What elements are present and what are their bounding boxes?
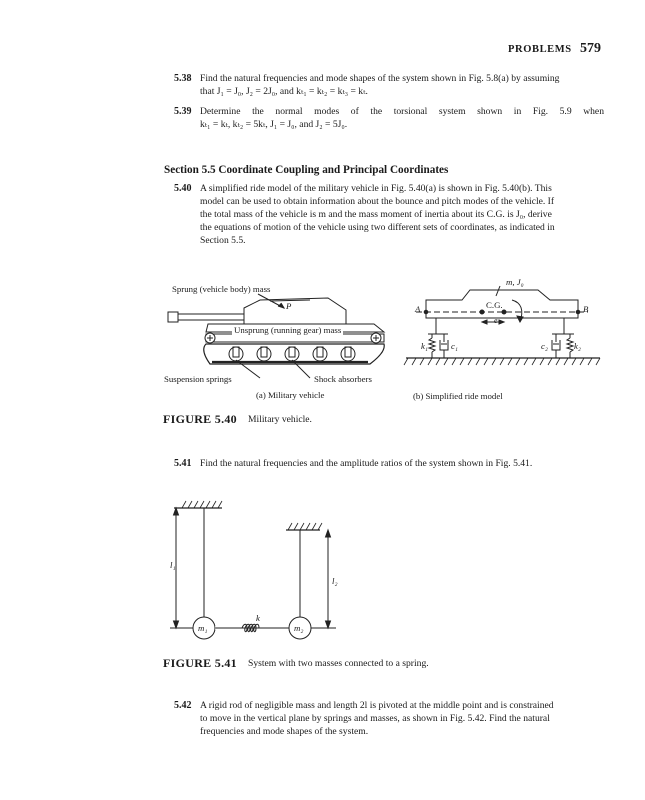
mass-m1-label: m₁ [198,623,208,633]
figure-5-41-diagram [160,494,360,644]
figure-5-41-caption: System with two masses connected to a spring. [248,658,429,669]
subfigure-a-caption: (a) Military vehicle [256,390,325,400]
problem-number-5-41: 5.41 [174,458,192,469]
suspension-springs-label: Suspension springs [164,374,232,384]
length-l1-label: l₁ [170,560,176,570]
problem-5-39-line-2: kₜ₁ = kₜ, kₜ₂ = 5kₜ, J₁ = J₀, and J₂ = 5J₀. [200,119,348,130]
unsprung-mass-label: Unsprung (running gear) mass [234,325,342,335]
problem-5-39-line-1: Determine the normal modes of the torsional system shown in Fig. 5.9 when [200,106,604,117]
problem-5-42-line-1: A rigid rod of negligible mass and length 2l is pivoted at the middle point and is constrained [200,700,554,711]
cg-label: C.G. [486,300,503,310]
problem-number-5-40: 5.40 [174,183,192,194]
problem-5-40-line-2: model can be used to obtain information about the bounce and pitch modes of the vehicle. If [200,196,555,207]
mass-m2-label: m₂ [294,623,304,633]
figure-5-40-caption: Military vehicle. [248,414,312,425]
k1-label: k₁ [421,341,428,351]
tank-drawing [168,294,384,378]
section-title: Section 5.5 Coordinate Coupling and Principal Coordinates [164,164,449,176]
length-l2-label: l₂ [332,576,338,586]
ride-model-drawing [404,286,600,365]
problem-5-40-line-3: the total mass of the vehicle is m and the mass moment of inertia about its C.G. is J₀, derive [200,209,552,220]
problem-5-40-line-5: Section 5.5. [200,235,246,246]
problem-number-5-42: 5.42 [174,700,192,711]
problem-5-40-line-1: A simplified ride model of the military vehicle in Fig. 5.40(a) is shown in Fig. 5.40(b). This [200,183,552,194]
figure-5-40-label: FIGURE 5.40 [163,412,237,426]
shock-absorbers-label: Shock absorbers [314,374,372,384]
k2-label: k₂ [574,341,581,351]
point-p-label: P [286,301,292,311]
mass-inertia-label: m, J₀ [506,277,524,287]
problem-5-40-line-4: the equations of motion of the vehicle using two different sets of coordinates, as indicated in [200,222,555,233]
problem-5-42-line-3: frequencies and mode shapes of the system. [200,726,369,737]
figure-5-41-label: FIGURE 5.41 [163,656,237,670]
point-b-label: B [583,304,589,314]
problem-5-38-line-2: that J₁ = J₀, J₂ = 2J₀, and kₜ₁ = kₜ₂ = kₜ₃ = kₜ. [200,86,368,97]
problem-5-41-text: Find the natural frequencies and the amplitude ratios of the system shown in Fig. 5.41. [200,458,533,469]
problem-5-42-line-2: to move in the vertical plane by springs and masses, as shown in Fig. 5.42. Find the natural [200,713,550,724]
e-offset-label: e [494,316,498,325]
running-header-label: PROBLEMS [508,44,572,55]
sprung-mass-label: Sprung (vehicle body) mass [172,284,271,294]
problem-number-5-38: 5.38 [174,73,192,84]
c1-label: c₁ [451,341,458,351]
point-a-label: A [415,304,421,314]
problem-5-38-line-1: Find the natural frequencies and mode shapes of the system shown in Fig. 5.8(a) by assuming [200,73,560,84]
page-number: 579 [580,41,601,56]
spring-k-label: k [256,613,260,623]
c2-label: c₂ [541,341,548,351]
subfigure-b-caption: (b) Simplified ride model [413,391,503,401]
problem-number-5-39: 5.39 [174,106,192,117]
